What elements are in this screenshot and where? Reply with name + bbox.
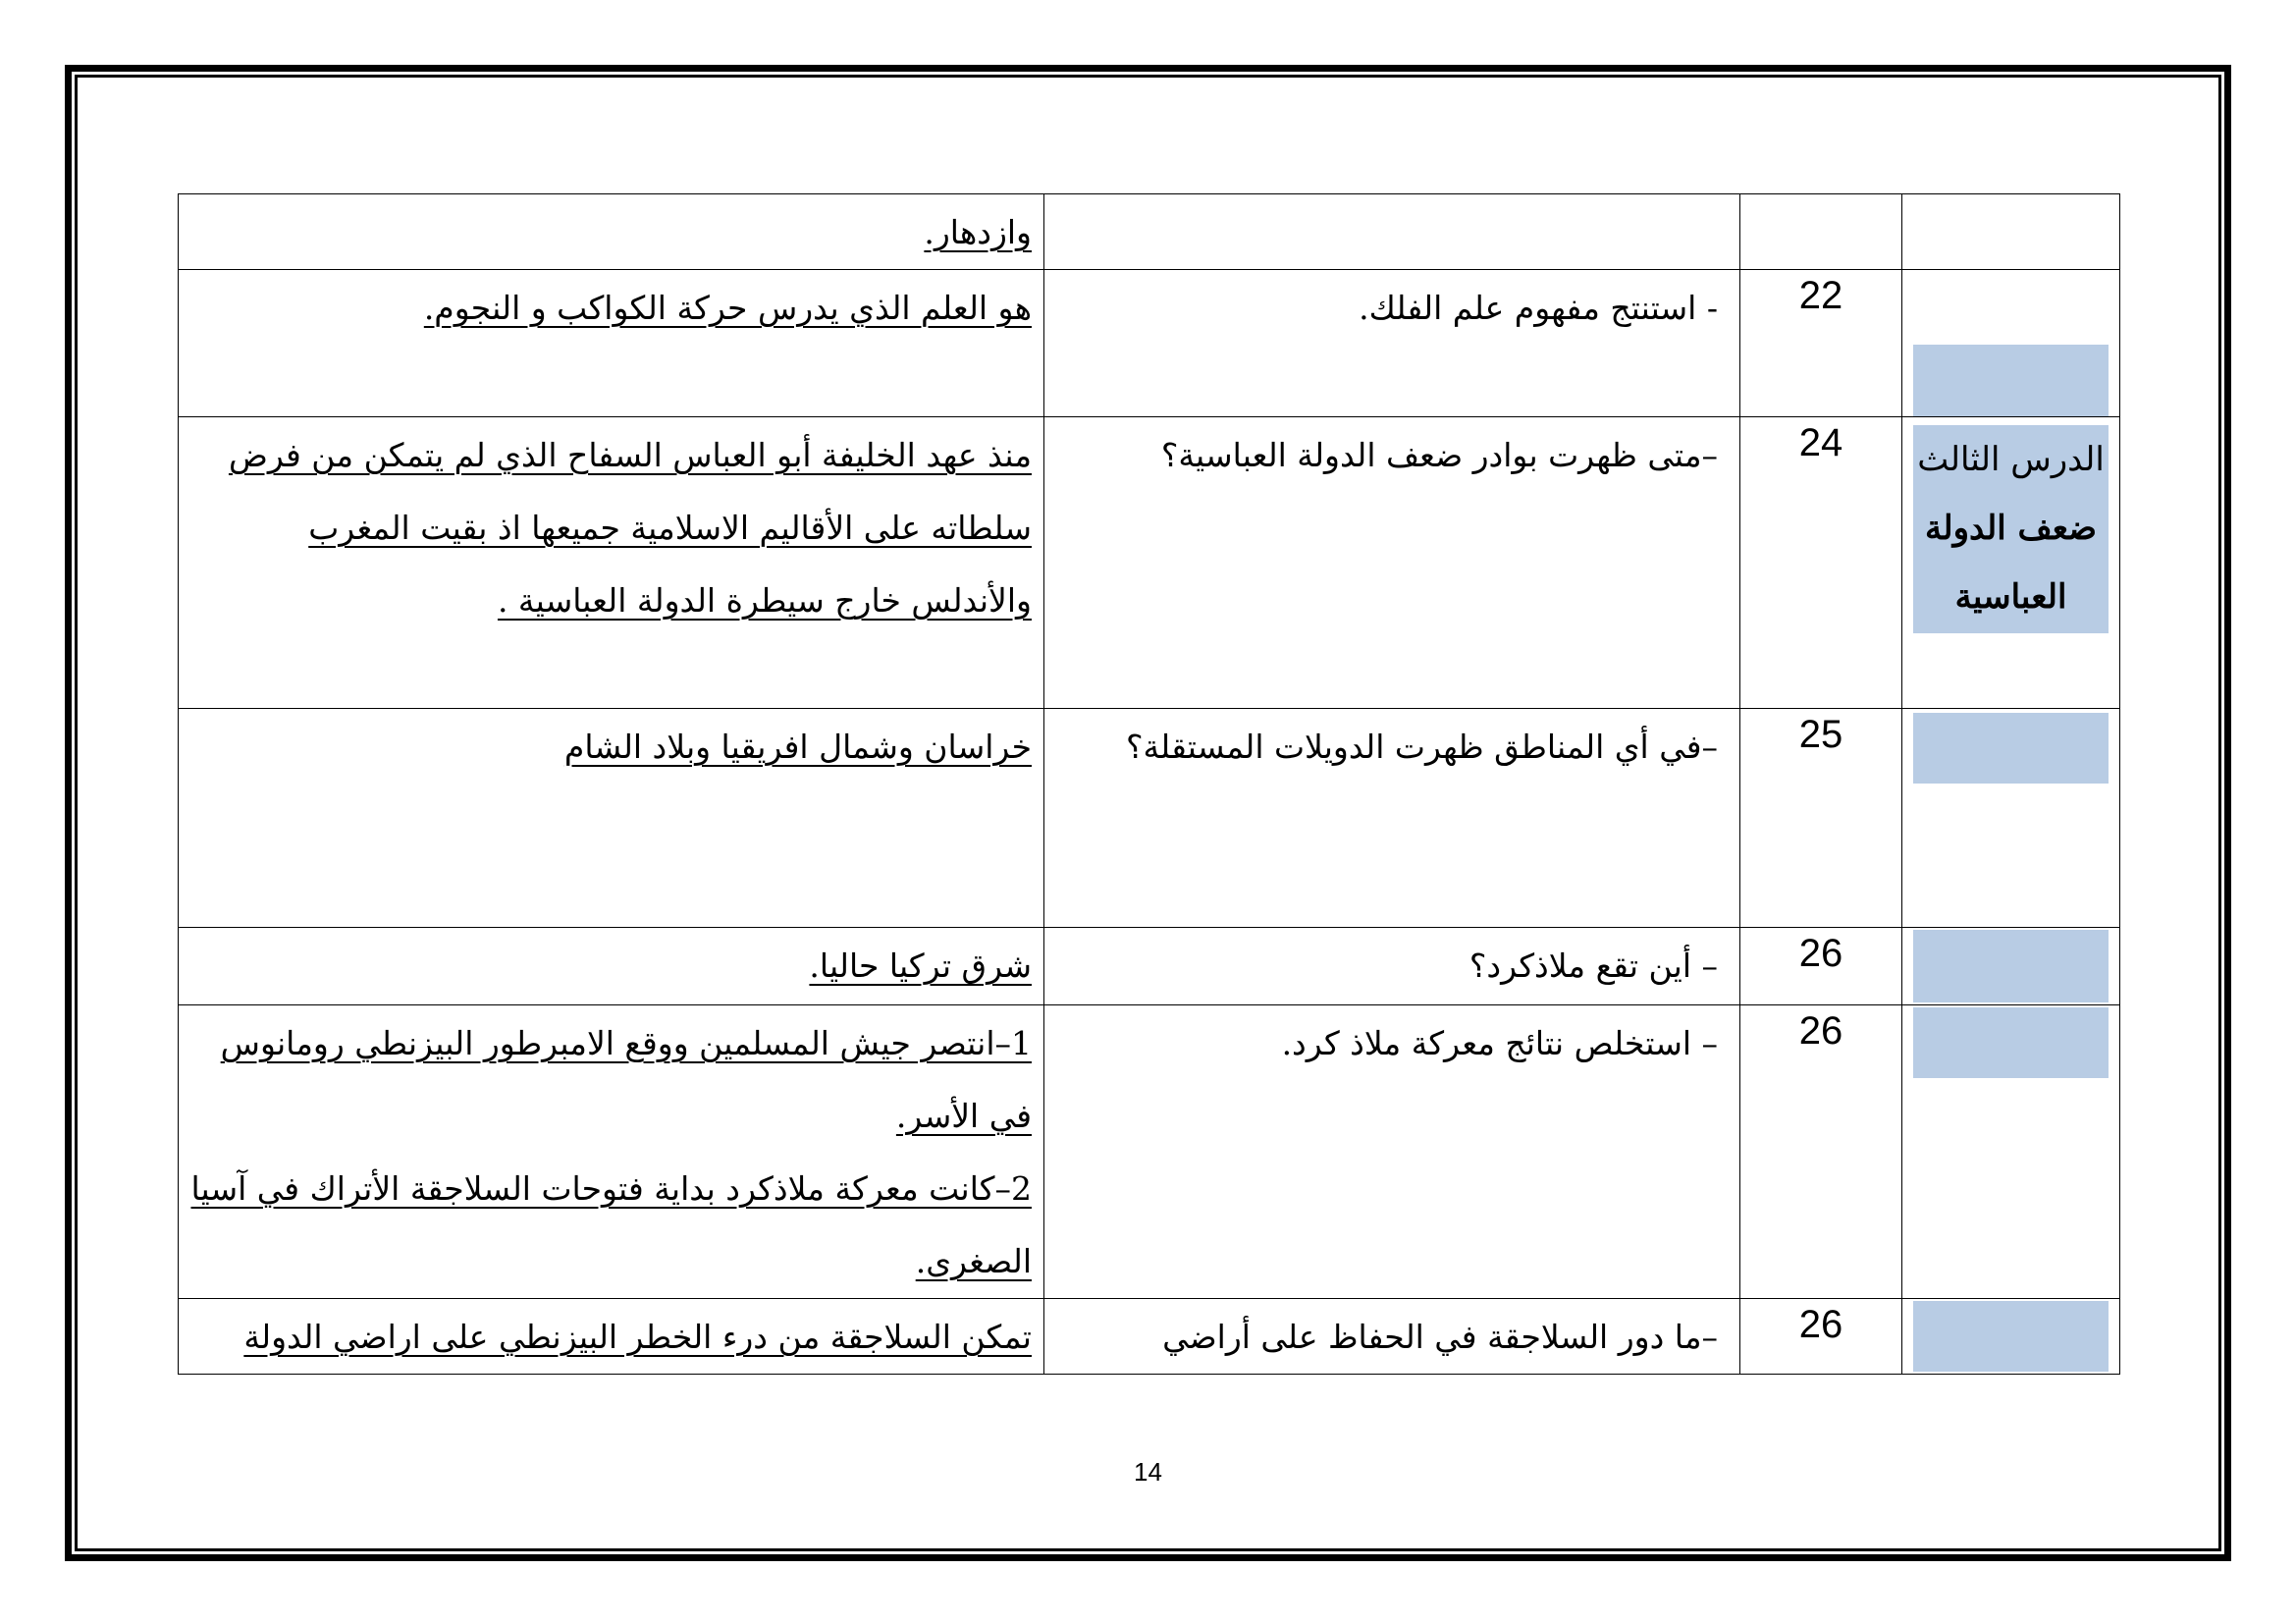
question-text: –ما دور السلاجقة في الحفاظ على أراضي xyxy=(1044,1299,1740,1375)
lesson-title-line2: العباسية xyxy=(1954,577,2067,617)
answer-text: وازدهار. xyxy=(924,213,1032,251)
shaded-block xyxy=(1913,930,2109,1002)
lesson-cell xyxy=(1902,194,2120,270)
question-number: 22 xyxy=(1740,270,1902,417)
answer-cell xyxy=(179,1005,1044,1299)
question-number xyxy=(1740,194,1902,270)
lesson-cell xyxy=(1902,928,2120,1005)
table-row xyxy=(179,1299,2120,1375)
answer-text: خراسان وشمال افريقيا وبلاد الشام xyxy=(563,728,1032,766)
question-number: 26 xyxy=(1740,928,1902,1005)
lesson-title-block xyxy=(1913,425,2109,633)
shaded-block xyxy=(1913,1301,2109,1372)
answer-text: هو العلم الذي يدرس حركة الكواكب و النجوم. xyxy=(423,289,1032,327)
answer-text: شرق تركيا حاليا. xyxy=(809,947,1032,985)
lesson-cell xyxy=(1902,1299,2120,1375)
question-text: –متى ظهرت بوادر ضعف الدولة العباسية؟ xyxy=(1044,417,1740,709)
answer-cell xyxy=(179,194,1044,270)
lesson-cell xyxy=(1902,417,2120,709)
answer-text: منذ عهد الخليفة أبو العباس السفاح الذي لم يتمكن من فرض سلطاته على الأقاليم الاسلامية جميعها اذ بقيت المغرب والأندلس خارج سيطرة الدولة العباسية . xyxy=(228,436,1032,620)
questions-table xyxy=(178,193,2120,1375)
lesson-cell xyxy=(1902,1005,2120,1299)
shaded-block xyxy=(1913,1007,2109,1078)
shaded-block xyxy=(1913,345,2109,416)
answer-cell xyxy=(179,270,1044,417)
question-number: 25 xyxy=(1740,709,1902,928)
table-row xyxy=(179,270,2120,417)
question-text: – استخلص نتائج معركة ملاذ كرد. xyxy=(1044,1005,1740,1299)
question-number: 26 xyxy=(1740,1299,1902,1375)
table-row xyxy=(179,709,2120,928)
answer-cell xyxy=(179,1299,1044,1375)
lesson-cell xyxy=(1902,270,2120,417)
page-number: 14 xyxy=(1134,1457,1162,1487)
table-row xyxy=(179,928,2120,1005)
answer-text: تمكن السلاجقة من درء الخطر البيزنطي على اراضي الدولة xyxy=(243,1318,1032,1356)
question-text xyxy=(1044,194,1740,270)
answer-text: 2–كانت معركة ملاذكرد بداية فتوحات السلاجقة الأتراك في آسيا الصغرى. xyxy=(190,1169,1032,1280)
lesson-label: الدرس الثالث xyxy=(1917,440,2105,479)
lesson-cell xyxy=(1902,709,2120,928)
table-row xyxy=(179,1005,2120,1299)
answer-cell xyxy=(179,709,1044,928)
lesson-title-line1: ضعف الدولة xyxy=(1925,509,2097,548)
question-text: –في أي المناطق ظهرت الدويلات المستقلة؟ xyxy=(1044,709,1740,928)
question-number: 26 xyxy=(1740,1005,1902,1299)
table-row xyxy=(179,417,2120,709)
answer-cell xyxy=(179,928,1044,1005)
answer-text: 1–انتصر جيش المسلمين ووقع الامبرطور البيزنطي رومانوس في الأسر. xyxy=(220,1024,1032,1135)
table-row xyxy=(179,194,2120,270)
question-text: - استنتج مفهوم علم الفلك. xyxy=(1044,270,1740,417)
shaded-block xyxy=(1913,713,2109,784)
question-text: – أين تقع ملاذكرد؟ xyxy=(1044,928,1740,1005)
question-number: 24 xyxy=(1740,417,1902,709)
answer-cell xyxy=(179,417,1044,709)
